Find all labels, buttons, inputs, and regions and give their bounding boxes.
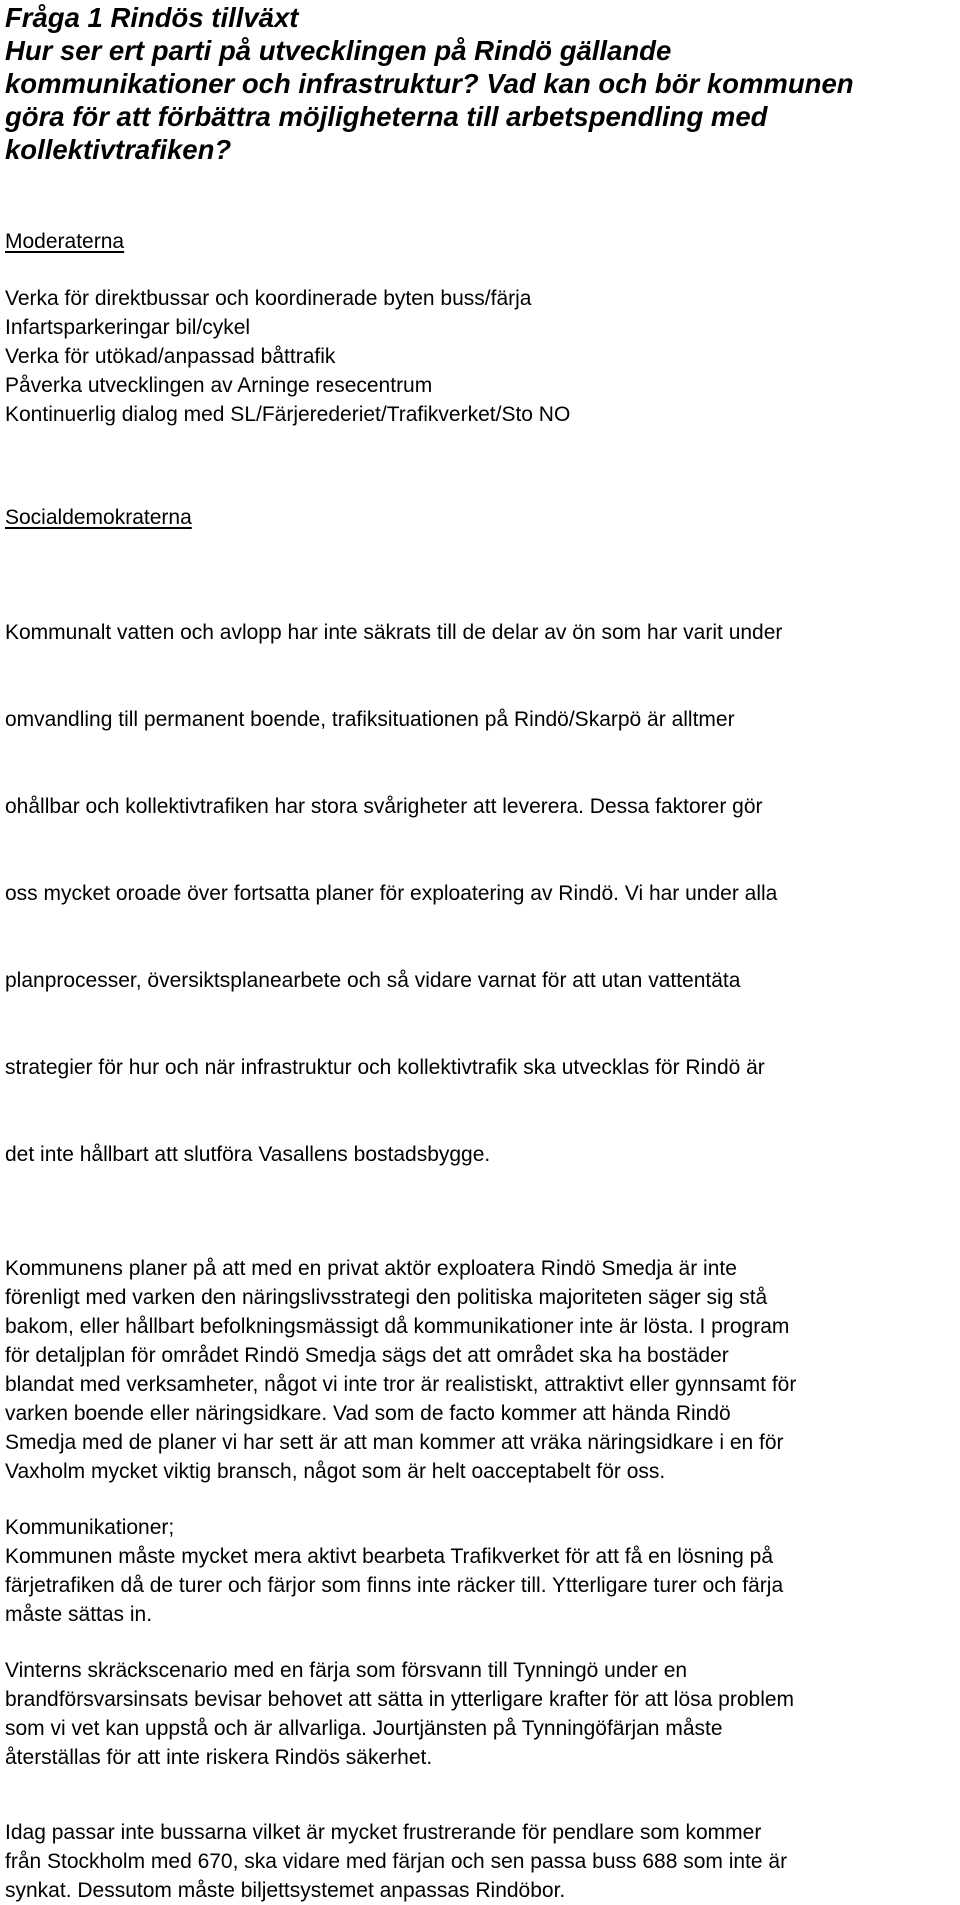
document-page — [5, 0, 957, 1905]
paragraph-line: Kommunikationer; — [5, 1516, 175, 1539]
list-item: Påverka utvecklingen av Arninge resecentrum — [5, 374, 433, 397]
list-item: Kontinuerlig dialog med SL/Färjerederiet/Trafikverket/Sto NO — [5, 403, 571, 426]
party-heading-moderaterna: Moderaterna — [5, 230, 125, 253]
paragraph-line: varken boende eller näringsidkare. Vad som de facto kommer att hända Rindö — [5, 1402, 731, 1425]
paragraph-line: Kommunalt vatten och avlopp har inte säkrats till de delar av ön som har varit under — [5, 621, 783, 644]
paragraph-line: oss mycket oroade över fortsatta planer för exploatering av Rindö. Vi har under alla — [5, 882, 778, 905]
question-line: kollektivtrafiken? — [5, 134, 232, 165]
paragraph — [5, 1254, 957, 1486]
paragraph-line: blandat med verksamheter, något vi inte tror är realistiskt, attraktivt eller gynnsamt för — [5, 1373, 797, 1396]
paragraph-line: synkat. Dessutom måste biljettsystemet anpassas Rindöbor. — [5, 1879, 566, 1902]
paragraph-line: Vaxholm mycket viktig bransch, något som är helt oacceptabelt för oss. — [5, 1460, 666, 1483]
paragraph-line: brandförsvarsinsats bevisar behovet att sätta in ytterligare krafter för att lösa problem — [5, 1688, 795, 1711]
paragraph-line: förenligt med varken den näringslivsstrategi den politiska majoriteten säger sig stå — [5, 1286, 768, 1309]
paragraph — [5, 1513, 957, 1629]
paragraph-line: Vinterns skräckscenario med en färja som försvann till Tynningö under en — [5, 1659, 688, 1682]
paragraph-line: för detaljplan för området Rindö Smedja sägs det att området ska ha bostäder — [5, 1344, 729, 1367]
paragraph — [5, 560, 957, 1227]
question-heading — [5, 0, 957, 166]
paragraph-line: ohållbar och kollektivtrafiken har stora svårigheter att leverera. Dessa faktorer gör — [5, 795, 763, 818]
paragraph-line: Kommunens planer på att med en privat aktör exploatera Rindö Smedja är inte — [5, 1257, 737, 1280]
paragraph-line: Smedja med de planer vi har sett är att man kommer att vräka näringsidkare i en för — [5, 1431, 784, 1454]
list-item: Infartsparkeringar bil/cykel — [5, 316, 251, 339]
paragraph-line: det inte hållbart att slutföra Vasallens bostadsbygge. — [5, 1143, 491, 1166]
paragraph-line: Idag passar inte bussarna vilket är mycket frustrerande för pendlare som kommer — [5, 1821, 762, 1844]
paragraph — [5, 1656, 957, 1772]
paragraph-line: strategier för hur och när infrastruktur och kollektivtrafik ska utvecklas för Rindö är — [5, 1056, 765, 1079]
paragraph — [5, 1818, 957, 1905]
party-heading-socialdemokraterna: Socialdemokraterna — [5, 506, 192, 529]
paragraph-line: återställas för att inte riskera Rindös säkerhet. — [5, 1746, 433, 1769]
question-line: Hur ser ert parti på utvecklingen på Rindö gällande — [5, 35, 672, 66]
paragraph-line: planprocesser, översiktsplanearbete och så vidare varnat för att utan vattentäta — [5, 969, 741, 992]
list-item: Verka för utökad/anpassad båttrafik — [5, 345, 336, 368]
paragraph-line: från Stockholm med 670, ska vidare med färjan och sen passa buss 688 som inte är — [5, 1850, 788, 1873]
paragraph-line: som vi vet kan uppstå och är allvarliga. Jourtjänsten på Tynningöfärjan måste — [5, 1717, 723, 1740]
question-line: kommunikationer och infrastruktur? Vad kan och bör kommunen — [5, 68, 854, 99]
paragraph-line: måste sättas in. — [5, 1603, 153, 1626]
question-line: Fråga 1 Rindös tillväxt — [5, 2, 299, 33]
paragraph-line: bakom, eller hållbart befolkningsmässigt då kommunikationer inte är lösta. I program — [5, 1315, 790, 1338]
paragraph-line: omvandling till permanent boende, trafiksituationen på Rindö/Skarpö är alltmer — [5, 708, 735, 731]
paragraph-line: färjetrafiken då de turer och färjor som finns inte räcker till. Ytterligare turer och färja — [5, 1574, 784, 1597]
moderaterna-list — [5, 284, 957, 429]
question-line: göra för att förbättra möjligheterna till arbetspendling med — [5, 101, 768, 132]
paragraph-line: Kommunen måste mycket mera aktivt bearbeta Trafikverket för att få en lösning på — [5, 1545, 774, 1568]
list-item: Verka för direktbussar och koordinerade byten buss/färja — [5, 287, 532, 310]
